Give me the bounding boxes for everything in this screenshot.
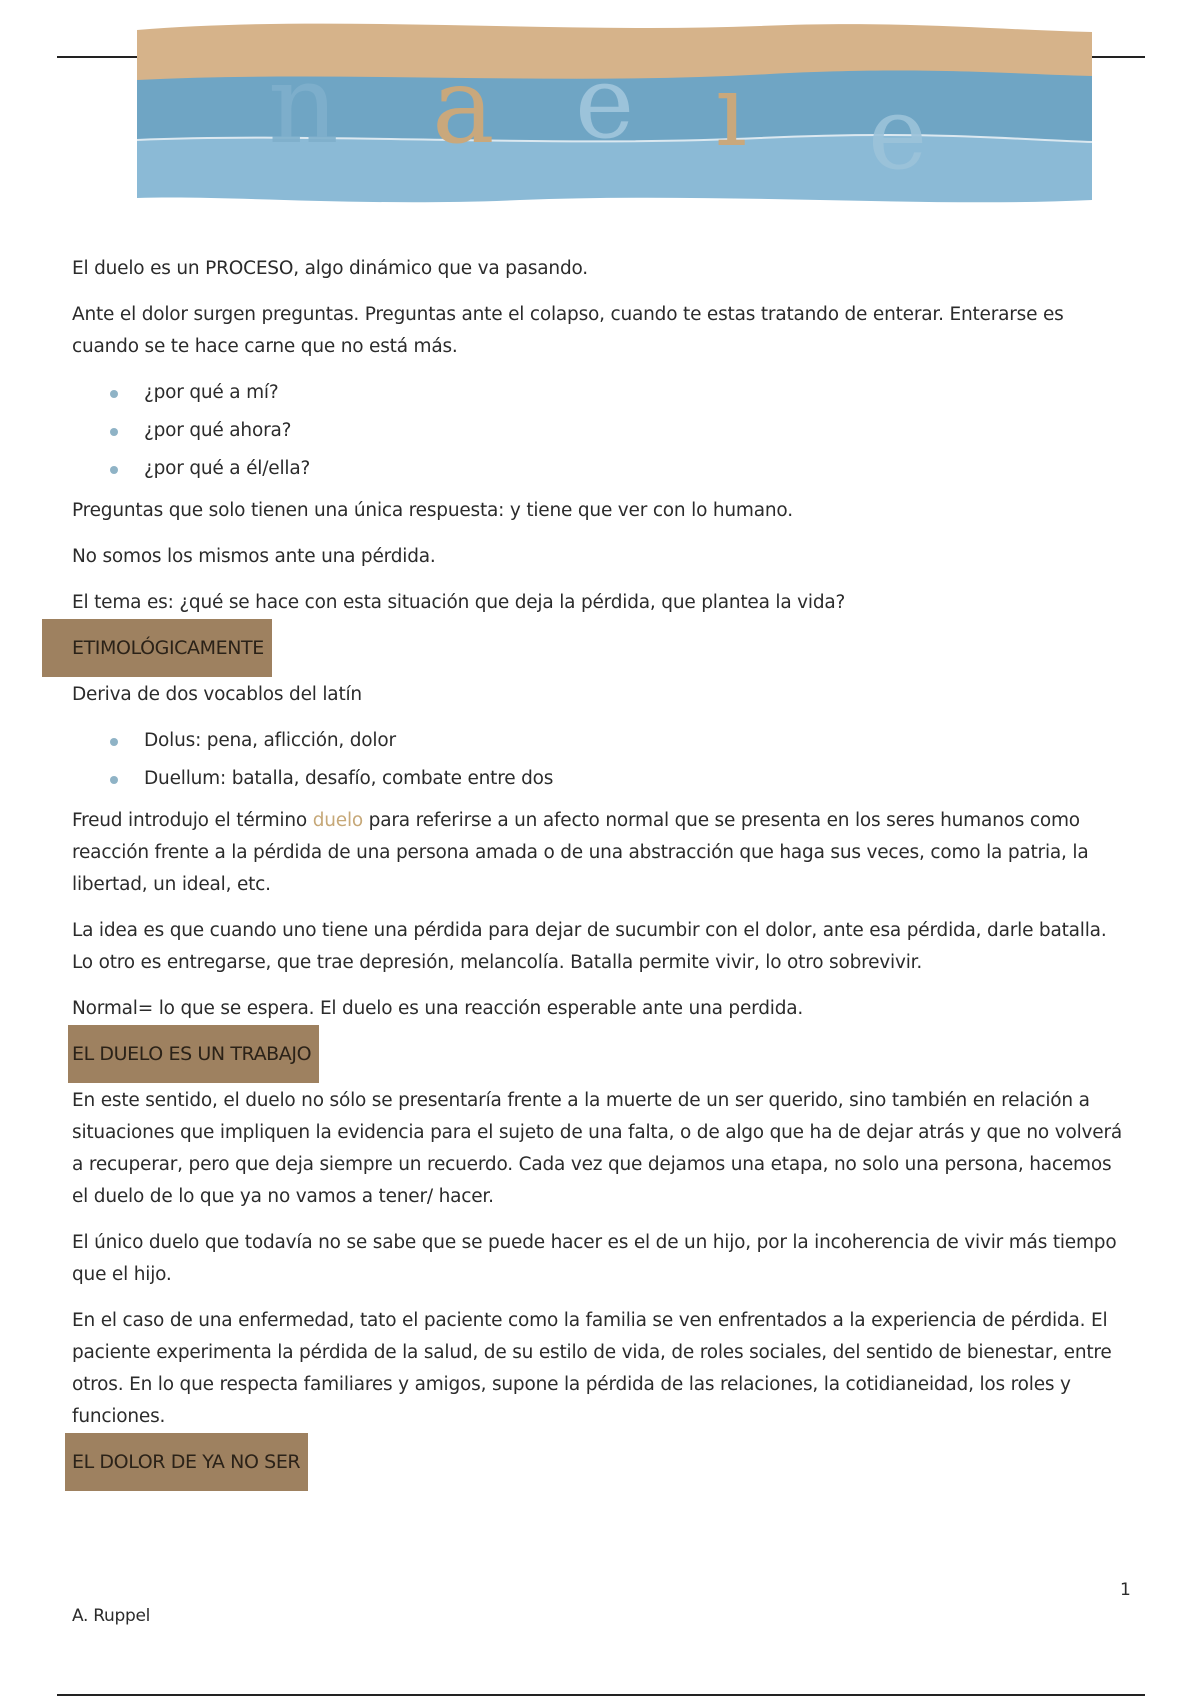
paragraph: Preguntas que solo tienen una única respuesta: y tiene que ver con lo humano. [72, 500, 793, 521]
list-item: Duellum: batalla, desafío, combate entre dos [144, 763, 1132, 795]
text-span: para referirse a un afecto normal que se presenta en los seres humanos como reacción frente a la pérdida de una persona amada o de una abstracción que haga sus veces, como la patria, la libertad, un ideal, etc. [72, 810, 1089, 895]
paragraph: La idea es que cuando uno tiene una pérdida para dejar de sucumbir con el dolor, ante esa pérdida, darle batalla. Lo otro es entregarse, que trae depresión, melancolía. Batalla permite vivir, lo otro sobrevivir. [72, 920, 1107, 973]
paragraph: El duelo es un PROCESO, algo dinámico que va pasando. [72, 258, 588, 279]
footer-author: A. Ruppel [72, 1606, 151, 1626]
banner-letter: ı [715, 52, 747, 169]
paragraph: Deriva de dos vocablos del latín [72, 684, 362, 705]
paragraph: No somos los mismos ante una pérdida. [72, 546, 436, 567]
paragraph: El único duelo que todavía no se sabe que se puede hacer es el de un hijo, por la incoherencia de vivir más tiempo que el hijo. [72, 1232, 1117, 1285]
paragraph: El tema es: ¿qué se hace con esta situación que deja la pérdida, que plantea la vida? [72, 592, 846, 613]
document-body [72, 253, 1132, 1493]
header-banner [0, 0, 1200, 215]
text-span: Freud introdujo el término [72, 810, 313, 831]
list-item: ¿por qué ahora? [144, 415, 1132, 447]
highlighted-term: duelo [312, 810, 363, 831]
paragraph-freud [72, 805, 1132, 901]
list-item: Dolus: pena, aflicción, dolor [144, 725, 1132, 757]
banner-letter: a [432, 45, 495, 167]
section-heading-trabajo: EL DUELO ES UN TRABAJO [68, 1025, 319, 1083]
paragraph: En este sentido, el duelo no sólo se presentaría frente a la muerte de un ser querido, sino también en relación a situaciones que impliquen la evidencia para el sujeto de una falta, o de algo que ha de dejar atrás y que no volverá a recuperar, pero que deja siempre un recuerdo. Cada vez que dejamos una etapa, no solo una persona, hacemos el duelo de lo que ya no vamos a tener/ hacer. [72, 1090, 1122, 1207]
banner-letter: e [575, 44, 635, 161]
section-heading-dolor: EL DOLOR DE YA NO SER [65, 1433, 308, 1491]
questions-list [72, 377, 1132, 485]
etymology-list [72, 725, 1132, 795]
list-item: ¿por qué a mí? [144, 377, 1132, 409]
section-heading-etimologicamente: ETIMOLÓGICAMENTE [42, 619, 272, 677]
bottom-rule [57, 1694, 1145, 1696]
paragraph: En el caso de una enfermedad, tato el paciente como la familia se ven enfrentados a la experiencia de pérdida. El paciente experimenta la pérdida de la salud, de su estilo de vida, de roles sociales, del sentido de bienestar, entre otros. En lo que respecta familiares y amigos, supone la pérdida de las relaciones, la cotidianeidad, los roles y funciones. [72, 1310, 1112, 1427]
page-number: 1 [1120, 1580, 1131, 1600]
banner-letter: n [268, 40, 339, 168]
list-item: ¿por qué a él/ella? [144, 453, 1132, 485]
banner-letter: e [868, 75, 928, 192]
paragraph: Normal= lo que se espera. El duelo es una reacción esperable ante una perdida. [72, 998, 804, 1019]
paragraph: Ante el dolor surgen preguntas. Preguntas ante el colapso, cuando te estas tratando de enterar. Enterarse es cuando se te hace carne que no está más. [72, 304, 1064, 357]
